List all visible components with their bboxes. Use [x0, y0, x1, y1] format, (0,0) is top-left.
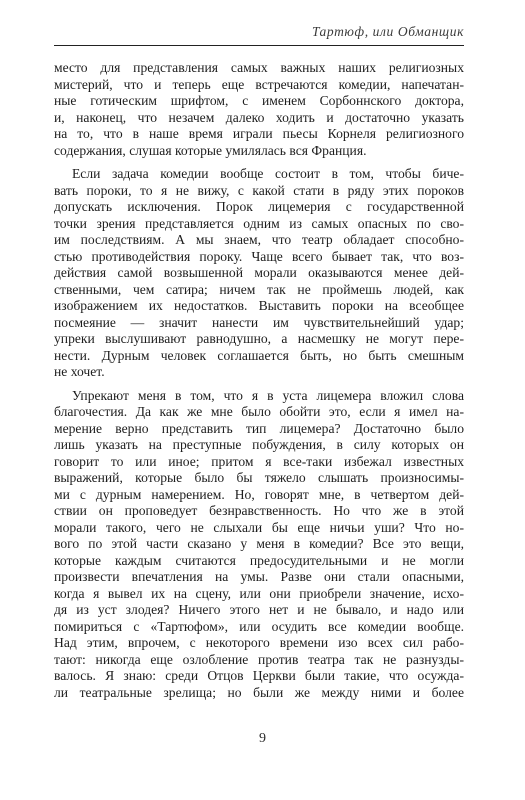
- text-line: Упрекают меня в том, что я в уста лицемера вложил слова: [72, 387, 464, 403]
- text-line: стью противодействия пороку. Чаще всего бывает так, что воз-: [54, 248, 464, 264]
- text-line: лишь указать на преступные побуждения, в силу которых он: [54, 437, 464, 452]
- text-line: изображением их недостатков. Выставить пороки на всеобщее: [54, 298, 464, 313]
- text-line: мерение верно представить тип лицемера? Достаточно было: [54, 420, 464, 436]
- header-divider: [54, 45, 464, 46]
- text-line: благочестия. Да как же мне было обойти это, если я имел на-: [54, 404, 464, 419]
- paragraph: [54, 166, 464, 381]
- text-line: говорит то или иное; притом я все-таки избежал известных: [54, 453, 464, 469]
- page-number: 9: [259, 731, 266, 746]
- text-line: содержания, слушая которые умилялась вся Франция.: [54, 142, 367, 158]
- text-line: на то, что в наше время играли пьесы Корнеля религиозного: [54, 126, 464, 141]
- text-line: не хочет.: [54, 364, 105, 379]
- text-line: ственными, чем сатира; ничем так не проймешь людей, как: [54, 281, 464, 297]
- text-line: действия самой возвышенной морали оказываются менее дей-: [54, 265, 464, 280]
- text-line: вого по этой части сказано у меня в комедии? Все это вещи,: [54, 536, 464, 551]
- text-line: ли театральные зрелища; но были же между ними и более: [54, 684, 464, 700]
- text-line: нести. Дурным человек соглашается быть, но быть смешным: [54, 347, 464, 363]
- text-line: дя из уст злодея? Ничего этого нет и не бывало, и надо или: [54, 602, 464, 617]
- text-line: морали такого, чего не слыхали бы еще ничьи уши? Что но-: [54, 519, 464, 535]
- text-line: выражений, которые было бы тяжело слышать произносимы-: [54, 470, 464, 485]
- text-line: произвести впечатления на умы. Разве они стали опасными,: [54, 569, 464, 584]
- running-header: Тартюф, или Обманщик: [311, 24, 464, 39]
- text-line: Если задача комедии вообще состоит в том, чтобы бичe-: [72, 166, 464, 181]
- text-line: которые каждым считаются предосудительными и не могли: [54, 552, 464, 568]
- text-line: ствии он проповедует безнравственность. Но что же в этой: [54, 503, 464, 518]
- text-line: посмеяние — значит нанести им чувствительнейший удар;: [54, 314, 464, 330]
- text-line: ные готическим шрифтом, с именем Сорбоннского доктора,: [54, 93, 464, 108]
- text-line: ми с дурным намерением. Но, говорят мне, в четвертом дей-: [54, 486, 464, 502]
- text-line: вать пороки, то я не вижу, с какой стати в ряду этих пороков: [54, 182, 464, 198]
- text-line: место для представления самых важных наших религиозных: [54, 60, 464, 75]
- text-line: упреки выслушивают равнодушно, а насмешку не могут пере-: [54, 331, 464, 346]
- text-line: им последствиям. А мы знаем, что театр обладает способно-: [54, 232, 464, 247]
- text-line: валось. Я знаю: среди Отцов Церкви были такие, что осужда-: [54, 668, 464, 683]
- text-line: мистерий, что и теперь еще встречаются комедии, напечатан-: [54, 76, 464, 92]
- text-line: допускать исключения. Порок лицемерия с государственной: [54, 199, 464, 214]
- text-line: тают: никогда еще озлобление против театра так не разнузды-: [54, 651, 464, 667]
- paragraph: [54, 388, 464, 702]
- text-line: Над этим, впрочем, с некоторого времени изо всех сил рабо-: [54, 635, 464, 650]
- body-text: [54, 60, 464, 701]
- text-line: когда я вывел их на сцену, или они приобрели значение, исхо-: [54, 585, 464, 601]
- text-line: и, наконец, что незачем далеко ходить и достаточно указать: [54, 109, 464, 125]
- paragraph: [54, 60, 464, 159]
- text-line: помириться с «Тартюфом», или осудить все комедии вообще.: [54, 618, 464, 634]
- text-line: точки зрения представляется одним из самых опасных по сво-: [54, 215, 464, 231]
